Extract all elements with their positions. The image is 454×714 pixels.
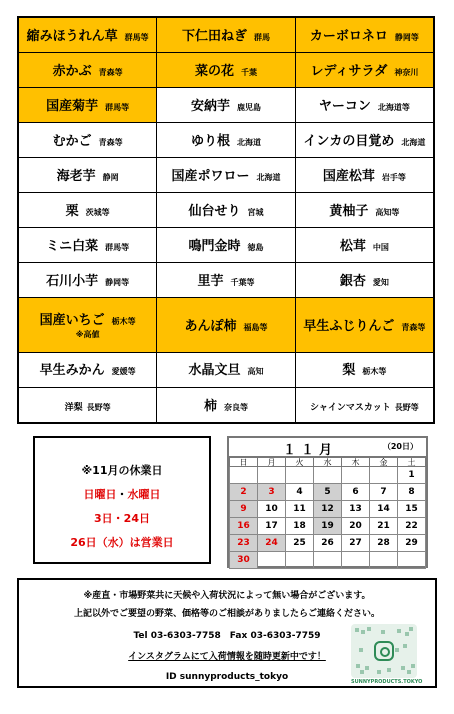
produce-name: 赤かぶ bbox=[52, 64, 92, 80]
produce-origin: 中国 bbox=[372, 242, 389, 252]
produce-cell bbox=[295, 193, 434, 228]
qr-pattern bbox=[351, 624, 417, 678]
produce-name: ミニ白菜 bbox=[46, 238, 99, 254]
calendar-grid bbox=[229, 457, 426, 569]
produce-origin: 群馬等 bbox=[105, 103, 130, 113]
qr-dot bbox=[407, 670, 411, 674]
produce-name: 栗 bbox=[65, 204, 79, 219]
produce-origin: 北海道等 bbox=[377, 103, 410, 113]
holiday-title: ※11月の休業日 bbox=[81, 464, 163, 477]
holiday-weekdays bbox=[35, 486, 209, 502]
produce-name: ヤーコン bbox=[318, 99, 371, 115]
produce-origin: 群馬等 bbox=[105, 242, 130, 252]
produce-row bbox=[18, 228, 434, 263]
produce-origin: 群馬等 bbox=[124, 33, 149, 43]
calendar-business-days: （20日） bbox=[382, 442, 418, 451]
produce-origin: 青森等 bbox=[98, 138, 123, 148]
calendar-empty bbox=[286, 467, 314, 484]
instagram-note: インスタグラムにて入荷情報を随時更新中です！ bbox=[128, 652, 326, 662]
produce-origin: 茨城等 bbox=[85, 208, 110, 217]
produce-row bbox=[18, 53, 434, 88]
qr-dot bbox=[411, 664, 415, 668]
calendar-empty bbox=[398, 552, 426, 569]
produce-origin: 高知等 bbox=[375, 208, 400, 217]
produce-origin: 静岡等 bbox=[394, 33, 419, 43]
calendar-day: 9 bbox=[230, 501, 258, 518]
produce-name: カーボロネロ bbox=[309, 29, 388, 45]
qr-dot bbox=[395, 648, 399, 652]
weekday-label: 土 bbox=[398, 458, 426, 467]
holiday-weekday: 日曜日 bbox=[83, 488, 117, 501]
produce-origin: 青森等 bbox=[401, 322, 426, 332]
calendar-empty bbox=[370, 552, 398, 569]
qr-dot bbox=[361, 630, 365, 634]
produce-name: 海老芋 bbox=[56, 169, 96, 185]
calendar-day: 12 bbox=[314, 501, 342, 518]
produce-cell bbox=[157, 298, 296, 353]
produce-cell bbox=[18, 193, 157, 228]
calendar-day: 30 bbox=[230, 552, 258, 569]
produce-cell bbox=[157, 53, 296, 88]
produce-cell bbox=[295, 88, 434, 123]
calendar-day: 8 bbox=[398, 484, 426, 501]
produce-cell bbox=[157, 158, 296, 193]
footer-line-2: 上記以外でご要望の野菜、価格等のご相談がありましたらご連絡ください。 bbox=[73, 609, 380, 619]
weekday-label: 木 bbox=[342, 458, 370, 467]
produce-origin: 北海道 bbox=[236, 138, 261, 148]
produce-cell bbox=[295, 352, 434, 387]
produce-cell bbox=[157, 123, 296, 158]
qr-dot bbox=[381, 630, 385, 634]
instagram-qr-code[interactable] bbox=[351, 624, 423, 686]
calendar-day: 7 bbox=[370, 484, 398, 501]
calendar-day: 16 bbox=[230, 518, 258, 535]
produce-row bbox=[18, 17, 434, 53]
produce-name: 松茸 bbox=[339, 238, 366, 254]
qr-caption: SUNNYPRODUCTS.TOKYO bbox=[351, 679, 423, 685]
calendar-month: １１月 bbox=[283, 443, 338, 458]
calendar-week bbox=[230, 501, 426, 518]
qr-dot bbox=[365, 666, 369, 670]
calendar-day: 19 bbox=[314, 518, 342, 535]
produce-origin: 長野等 bbox=[394, 402, 419, 412]
produce-origin: 栃木等 bbox=[362, 367, 387, 377]
produce-cell bbox=[18, 158, 157, 193]
calendar-empty bbox=[286, 552, 314, 569]
produce-cell bbox=[157, 352, 296, 387]
calendar-empty bbox=[258, 467, 286, 484]
produce-name: あんぽ柿 bbox=[184, 318, 237, 334]
holiday-dates: 3日・24日 bbox=[94, 512, 150, 525]
qr-dot bbox=[405, 632, 409, 636]
produce-cell bbox=[157, 263, 296, 298]
produce-cell bbox=[18, 298, 157, 353]
produce-name: 仙台せり bbox=[188, 204, 241, 219]
instagram-account: ID sunnyproducts_tokyo bbox=[165, 672, 289, 682]
produce-name: 洋梨 bbox=[64, 402, 83, 413]
produce-origin: 千葉等 bbox=[230, 277, 255, 287]
produce-cell bbox=[18, 53, 157, 88]
produce-name: 菜の花 bbox=[194, 64, 234, 80]
calendar-day: 10 bbox=[258, 501, 286, 518]
produce-cell bbox=[295, 298, 434, 353]
produce-name: 国産菊芋 bbox=[46, 99, 99, 115]
produce-name: 縮みほうれん草 bbox=[26, 29, 118, 45]
calendar-empty bbox=[258, 552, 286, 569]
produce-name: 国産松茸 bbox=[322, 169, 375, 185]
produce-row bbox=[18, 263, 434, 298]
produce-origin: 静岡 bbox=[102, 173, 119, 183]
calendar-empty bbox=[314, 467, 342, 484]
produce-cell bbox=[295, 158, 434, 193]
calendar-day: 28 bbox=[370, 535, 398, 552]
qr-dot bbox=[360, 670, 364, 674]
produce-row bbox=[18, 123, 434, 158]
calendar-day: 2 bbox=[230, 484, 258, 501]
produce-cell bbox=[18, 228, 157, 263]
weekday-label: 水 bbox=[314, 458, 342, 467]
produce-origin: 群馬 bbox=[253, 33, 270, 43]
produce-cell bbox=[157, 17, 296, 53]
calendar-day: 5 bbox=[314, 484, 342, 501]
holiday-separator: ・ bbox=[116, 488, 128, 501]
calendar-empty bbox=[314, 552, 342, 569]
qr-dot bbox=[355, 628, 359, 632]
weekday-label: 日 bbox=[230, 458, 258, 467]
calendar-day: 21 bbox=[370, 518, 398, 535]
produce-cell bbox=[18, 387, 157, 423]
calendar-day: 25 bbox=[286, 535, 314, 552]
produce-origin: 徳島 bbox=[247, 242, 264, 252]
calendar-day: 18 bbox=[286, 518, 314, 535]
produce-name: 国産いちご bbox=[39, 313, 105, 329]
weekday-label: 月 bbox=[258, 458, 286, 467]
calendar-week bbox=[230, 535, 426, 552]
produce-name: 早生ふじりんご bbox=[303, 318, 395, 334]
produce-row bbox=[18, 352, 434, 387]
qr-dot bbox=[401, 666, 405, 670]
footer-notice bbox=[17, 578, 437, 688]
produce-origin: 愛媛等 bbox=[111, 367, 136, 377]
produce-cell bbox=[295, 263, 434, 298]
calendar-days bbox=[230, 467, 426, 569]
produce-name: 石川小芋 bbox=[46, 273, 99, 289]
produce-cell bbox=[157, 193, 296, 228]
produce-origin: 高知 bbox=[247, 367, 264, 377]
produce-row bbox=[18, 88, 434, 123]
calendar-day: 26 bbox=[314, 535, 342, 552]
produce-origin: 岩手等 bbox=[381, 173, 406, 183]
produce-cell bbox=[18, 17, 157, 53]
produce-name: 下仁田ねぎ bbox=[181, 29, 247, 45]
produce-name: むかご bbox=[52, 134, 92, 150]
calendar-day: 13 bbox=[342, 501, 370, 518]
produce-row bbox=[18, 298, 434, 353]
calendar-day: 1 bbox=[398, 467, 426, 484]
produce-name: ゆり根 bbox=[190, 134, 230, 150]
produce-name: 梨 bbox=[342, 363, 356, 379]
produce-cell bbox=[295, 123, 434, 158]
produce-origin: 奈良等 bbox=[223, 402, 248, 412]
calendar-day: 29 bbox=[398, 535, 426, 552]
produce-origin: 鹿児島 bbox=[236, 103, 261, 113]
produce-cell bbox=[18, 123, 157, 158]
produce-name: 安納芋 bbox=[190, 99, 230, 115]
weekday-label: 金 bbox=[370, 458, 398, 467]
holiday-notice bbox=[33, 436, 211, 564]
produce-name: 柿 bbox=[203, 398, 217, 414]
calendar-empty bbox=[230, 467, 258, 484]
produce-table bbox=[17, 16, 435, 424]
calendar-header bbox=[229, 438, 426, 457]
produce-name: シャインマスカット bbox=[310, 402, 391, 413]
produce-origin: 長野等 bbox=[86, 402, 111, 412]
produce-table-body bbox=[18, 17, 434, 423]
produce-cell bbox=[18, 352, 157, 387]
produce-origin: 千葉 bbox=[240, 68, 257, 78]
produce-note: ※高値 bbox=[75, 329, 100, 339]
calendar-week bbox=[230, 467, 426, 484]
produce-cell bbox=[18, 88, 157, 123]
calendar-day: 11 bbox=[286, 501, 314, 518]
calendar-weekday-row bbox=[230, 458, 426, 467]
calendar-empty bbox=[342, 552, 370, 569]
calendar-week bbox=[230, 552, 426, 569]
calendar-day: 6 bbox=[342, 484, 370, 501]
qr-dot bbox=[409, 627, 413, 631]
produce-cell bbox=[157, 228, 296, 263]
produce-name: 銀杏 bbox=[339, 273, 366, 289]
produce-cell bbox=[295, 53, 434, 88]
qr-dot bbox=[367, 627, 371, 631]
qr-dot bbox=[377, 670, 381, 674]
qr-dot bbox=[359, 648, 363, 652]
calendar-week bbox=[230, 484, 426, 501]
produce-origin: 宮城 bbox=[247, 208, 264, 217]
produce-name: 黄柚子 bbox=[329, 204, 369, 219]
produce-row bbox=[18, 387, 434, 423]
produce-cell bbox=[157, 387, 296, 423]
produce-cell bbox=[295, 228, 434, 263]
produce-name: 早生みかん bbox=[39, 363, 105, 379]
calendar-day: 15 bbox=[398, 501, 426, 518]
produce-cell bbox=[157, 88, 296, 123]
produce-origin: 青森等 bbox=[98, 68, 123, 78]
contact-numbers: Tel 03-6303-7758 Fax 03-6303-7759 bbox=[133, 631, 321, 641]
produce-origin: 愛知 bbox=[372, 277, 389, 287]
produce-name: レディサラダ bbox=[310, 64, 388, 80]
produce-name: 里芋 bbox=[197, 273, 224, 289]
footer-line-1: ※産直・市場野菜共に天候や入荷状況によって無い場合がございます。 bbox=[83, 591, 371, 601]
calendar-empty bbox=[370, 467, 398, 484]
produce-row bbox=[18, 193, 434, 228]
calendar-day: 20 bbox=[342, 518, 370, 535]
produce-origin: 北海道 bbox=[401, 138, 426, 148]
produce-origin: 北海道 bbox=[256, 173, 281, 183]
calendar-day: 23 bbox=[230, 535, 258, 552]
holiday-open-day: 26日（水）は営業日 bbox=[70, 536, 174, 549]
calendar-day: 27 bbox=[342, 535, 370, 552]
calendar-day: 3 bbox=[258, 484, 286, 501]
produce-origin: 栃木等 bbox=[111, 317, 136, 327]
calendar-empty bbox=[342, 467, 370, 484]
calendar-week bbox=[230, 518, 426, 535]
produce-origin: 福島等 bbox=[243, 322, 268, 332]
qr-dot bbox=[356, 664, 360, 668]
calendar-day: 17 bbox=[258, 518, 286, 535]
calendar-day: 24 bbox=[258, 535, 286, 552]
produce-origin: 神奈川 bbox=[394, 68, 419, 78]
produce-name: 国産ポワロー bbox=[171, 169, 250, 185]
calendar-day: 22 bbox=[398, 518, 426, 535]
calendar-day: 14 bbox=[370, 501, 398, 518]
produce-row bbox=[18, 158, 434, 193]
instagram-icon bbox=[374, 641, 394, 661]
produce-cell bbox=[18, 263, 157, 298]
produce-name: 水晶文旦 bbox=[188, 363, 241, 379]
produce-name: インカの目覚め bbox=[303, 134, 395, 150]
produce-cell bbox=[295, 387, 434, 423]
qr-dot bbox=[387, 668, 391, 672]
calendar-day: 4 bbox=[286, 484, 314, 501]
qr-dot bbox=[403, 644, 407, 648]
produce-cell bbox=[295, 17, 434, 53]
calendar bbox=[227, 436, 428, 568]
holiday-weekday: 水曜日 bbox=[127, 488, 161, 501]
qr-dot bbox=[397, 629, 401, 633]
produce-name: 鳴門金時 bbox=[188, 238, 241, 254]
produce-origin: 静岡等 bbox=[105, 277, 130, 287]
weekday-label: 火 bbox=[286, 458, 314, 467]
